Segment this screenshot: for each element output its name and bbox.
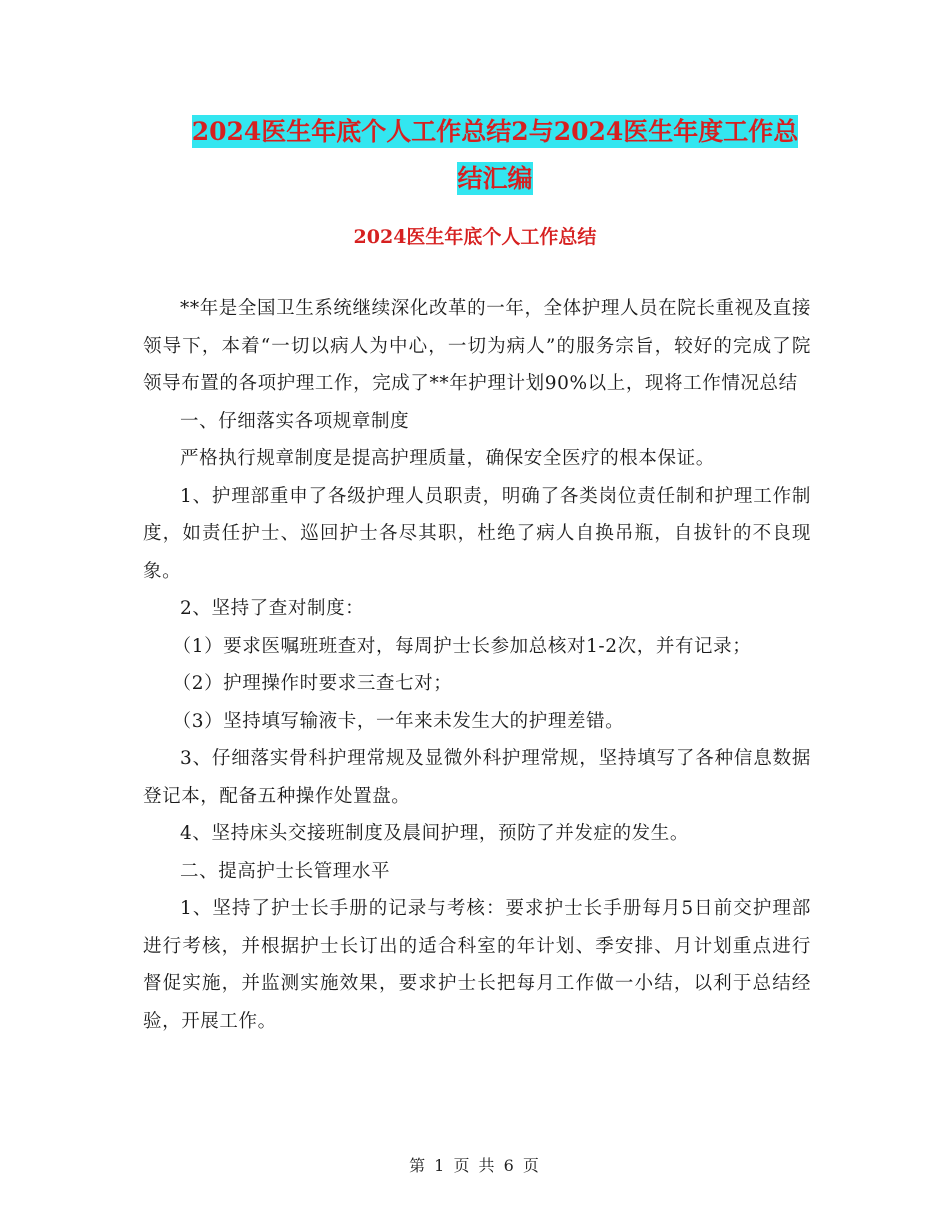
paragraph-subitem: （2）护理操作时要求三查七对； (172, 673, 453, 694)
section-title: 2024医生年底个人工作总结 (353, 226, 597, 248)
paragraph-heading: 二、提高护士长管理水平 (180, 860, 391, 882)
document-title-line1: 2024医生年底个人工作总结2与2024医生年度工作总 (191, 117, 799, 146)
document-title (140, 108, 850, 202)
page-footer: 第 1 页 共 6 页 (409, 1156, 541, 1175)
document-title-line2: 结汇编 (457, 164, 533, 193)
paragraph: 3、仔细落实骨科护理常规及显微外科护理常规，坚持填写了各种信息数据登记本，配备五种操作处置盘。 (143, 748, 811, 807)
paragraph: 1、坚持了护士长手册的记录与考核：要求护士长手册每月5日前交护理部进行考核，并根据护士长订出的适合科室的年计划、季安排、月计划重点进行督促实施，并监测实施效果，要求护士长把每月工作做一小结，以利于总结经验，开展工作。 (143, 898, 811, 1032)
paragraph-subitem: （3）坚持填写输液卡，一年来未发生大的护理差错。 (172, 710, 625, 732)
paragraph: 4、坚持床头交接班制度及晨间护理，预防了并发症的发生。 (180, 823, 689, 844)
paragraph: 严格执行规章制度是提高护理质量，确保安全医疗的根本保证。 (180, 448, 715, 469)
paragraph-subitem: （1）要求医嘱班班查对，每周护士长参加总核对1-2次，并有记录； (172, 635, 752, 657)
paragraph-heading: 一、仔细落实各项规章制度 (180, 410, 410, 432)
paragraph: **年是全国卫生系统继续深化改革的一年，全体护理人员在院长重视及直接领导下，本着“一切以病人为中心，一切为病人”的服务宗旨，较好的完成了院领导布置的各项护理工作，完成了**年护理计划90%以上，现将工作情况总结 (143, 298, 811, 394)
paragraph: 1、护理部重申了各级护理人员职责，明确了各类岗位责任制和护理工作制度，如责任护士、巡回护士各尽其职，杜绝了病人自换吊瓶，自拔针的不良现象。 (143, 485, 811, 582)
paragraph: 2、坚持了查对制度： (180, 598, 365, 619)
document-body (143, 290, 811, 1040)
